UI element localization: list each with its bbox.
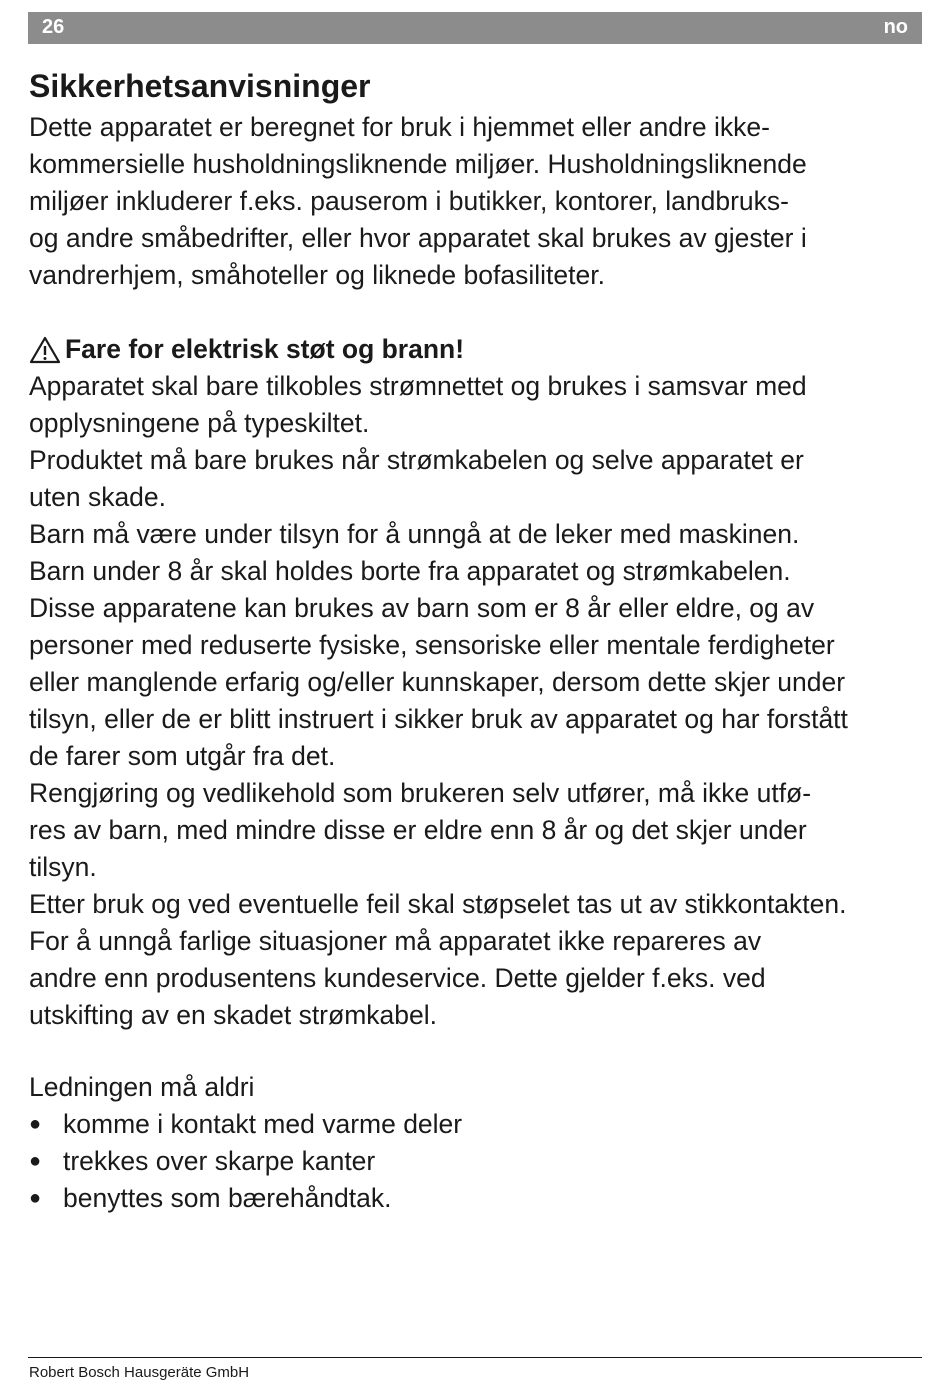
warning-heading: Fare for elektrisk støt og brann! <box>65 334 465 364</box>
bullet-dot: ● <box>29 1187 42 1209</box>
warning-line: de farer som utgår fra det. <box>29 741 336 771</box>
intro-line: miljøer inkluderer f.eks. pauserom i butikker, kontorer, landbruks- <box>29 186 789 216</box>
warning-line: Barn må være under tilsyn for å unngå at de leker med maskinen. <box>29 519 800 549</box>
footer-divider <box>28 1357 922 1358</box>
language-code: no <box>883 16 908 38</box>
warning-line: For å unngå farlige situasjoner må apparatet ikke repareres av <box>29 926 762 956</box>
warning-line: eller manglende erfarig og/eller kunnskaper, dersom dette skjer under <box>29 667 846 697</box>
warning-triangle-icon <box>29 331 65 364</box>
warning-line: personer med reduserte fysiske, sensoriske eller mentale ferdigheter <box>29 630 835 660</box>
header-bar <box>28 12 922 44</box>
warning-line: opplysningene på typeskiltet. <box>29 408 370 438</box>
warning-line: Apparatet skal bare tilkobles strømnettet og brukes i samsvar med <box>29 371 807 401</box>
warning-heading-row <box>29 331 848 368</box>
intro-line: og andre småbedrifter, eller hvor apparatet skal brukes av gjester i <box>29 223 807 253</box>
list-item <box>29 1106 462 1143</box>
list-item-text: benyttes som bærehåndtak. <box>63 1183 392 1213</box>
intro-paragraph <box>29 109 807 294</box>
cord-intro: Ledningen må aldri <box>29 1072 255 1102</box>
warning-section <box>29 331 848 1034</box>
warning-line: res av barn, med mindre disse er eldre enn 8 år og det skjer under <box>29 815 807 845</box>
cord-section <box>29 1069 462 1217</box>
page-title: Sikkerhetsanvisninger <box>29 68 371 104</box>
warning-line: Rengjøring og vedlikehold som brukeren selv utfører, må ikke utfø- <box>29 778 812 808</box>
warning-line: tilsyn. <box>29 852 97 882</box>
list-item-text: komme i kontakt med varme deler <box>63 1109 463 1139</box>
bullet-dot: ● <box>29 1113 42 1135</box>
warning-line: tilsyn, eller de er blitt instruert i sikker bruk av apparatet og har forstått <box>29 704 848 734</box>
warning-line: utskifting av en skadet strømkabel. <box>29 1000 437 1030</box>
page-number: 26 <box>42 16 65 38</box>
intro-line: vandrerhjem, småhoteller og liknede bofasiliteter. <box>29 260 605 290</box>
intro-line: Dette apparatet er beregnet for bruk i hjemmet eller andre ikke- <box>29 112 770 142</box>
list-item <box>29 1180 462 1217</box>
warning-line: andre enn produsentens kundeservice. Dette gjelder f.eks. ved <box>29 963 766 993</box>
list-item <box>29 1143 462 1180</box>
warning-line: Disse apparatene kan brukes av barn som er 8 år eller eldre, og av <box>29 593 815 623</box>
warning-line: uten skade. <box>29 482 167 512</box>
bullet-dot: ● <box>29 1150 42 1172</box>
warning-line: Produktet må bare brukes når strømkabelen og selve apparatet er <box>29 445 804 475</box>
footer-company: Robert Bosch Hausgeräte GmbH <box>29 1364 250 1381</box>
intro-line: kommersielle husholdningsliknende miljøer. Husholdningsliknende <box>29 149 807 179</box>
warning-line: Barn under 8 år skal holdes borte fra apparatet og strømkabelen. <box>29 556 791 586</box>
list-item-text: trekkes over skarpe kanter <box>63 1146 376 1176</box>
warning-line: Etter bruk og ved eventuelle feil skal støpselet tas ut av stikkontakten. <box>29 889 847 919</box>
